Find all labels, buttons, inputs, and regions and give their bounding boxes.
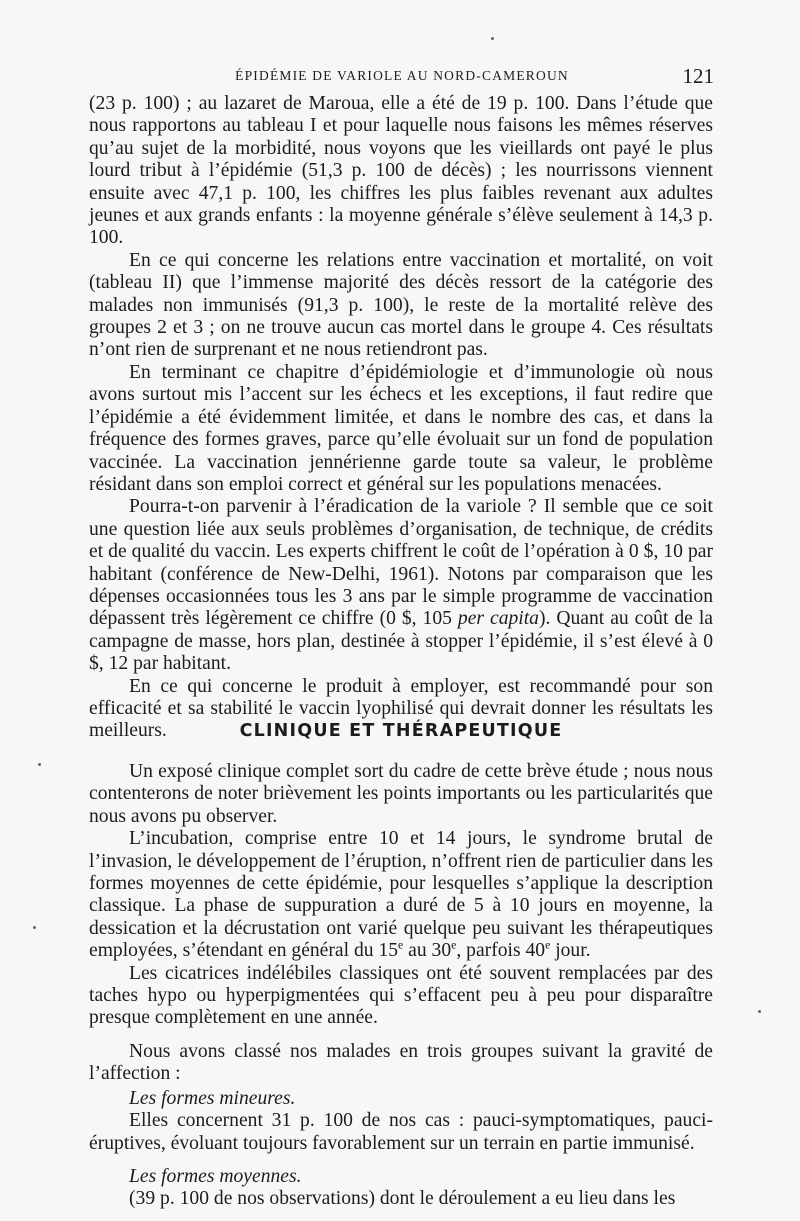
per-capita-italic: per capita — [457, 608, 539, 630]
paragraph-minor-forms: Elles concernent 31 p. 100 de nos cas : pauci-symptomatiques, pauci-éruptives, évoluant toujours favorablement sur un terrain en partie immunisé. — [89, 1110, 713, 1154]
superscript-e: e — [398, 938, 404, 952]
scan-speck — [33, 926, 36, 929]
eradication-text-start: Pourra-t-on parvenir à l’éradication de la variole ? Il semble que ce soit une question liée aux seuls problèmes d’organisation, de technique, de crédits et de qualité du vaccin. Les experts chiffrent le coût de l’opération à 0 $, 10 par habitant (conférence de New-Delhi, 1961). Notons par comparaison que les dépenses occasionnées tous les 3 ans par le simple programme de vaccination dépassent très légèrement ce chiffre (0 $, 105 — [89, 496, 713, 630]
page-number: 121 — [682, 64, 714, 88]
running-title: ÉPIDÉMIE DE VARIOLE AU NORD-CAMEROUN — [235, 68, 569, 83]
incubation-text-2: au 30 — [403, 940, 452, 962]
incubation-text-3: , parfois 40 — [456, 940, 546, 962]
superscript-e: e — [545, 938, 551, 952]
paragraph-epidemiology-conclusion: En terminant ce chapitre d’épidémiologie et d’immunologie où nous avons surtout mis l’accent sur les échecs et les exceptions, il faut redire que l’épidémie a été évidemment limitée, et dans le nombre des cas, et dans la fréquence des formes graves, parce qu’elle évoluait sur un fond de population vaccinée. La vaccination jennérienne garde toute sa valeur, le problème résidant dans son emploi correct et général sur les populations menacées. — [89, 361, 713, 495]
paragraph-incubation — [89, 828, 713, 962]
paragraph-eradication — [89, 496, 713, 675]
paragraph-vaccination-mortality: En ce qui concerne les relations entre vaccination et mortalité, on voit (tableau II) que l’immense majorité des décès ressort de la catégorie des malades non immunisés (91,3 p. 100), le reste de la mortalité relève des groupes 2 et 3 ; on ne trouve aucun cas mortel dans le groupe 4. Ces résultats n’ont rien de surprenant et ne nous retiendront pas. — [89, 249, 713, 361]
section-heading: CLINIQUE ET THÉRAPEUTIQUE — [239, 721, 563, 741]
top-body-text — [89, 93, 713, 743]
running-head — [90, 62, 714, 90]
paragraph-scars: Les cicatrices indélébiles classiques ont été souvent remplacées par des taches hypo ou hyperpigmentées qui s’effacent peu à peu pour disparaître presque complètement en une année. — [89, 962, 713, 1029]
incubation-text-4: jour. — [550, 940, 591, 962]
paragraph-groups: Nous avons classé nos malades en trois groupes suivant la gravité de l’affection : — [89, 1040, 713, 1085]
subhead-medium-forms: Les formes moyennes. — [129, 1165, 302, 1187]
scan-speck — [758, 1010, 761, 1013]
paragraph-continued: (23 p. 100) ; au lazaret de Maroua, elle a été de 19 p. 100. Dans l’étude que nous rapportons au tableau I et pour laquelle nous faisons les mêmes réserves qu’au sujet de la morbidité, nous voyons que les vieillards ont payé le plus lourd tribut à l’épidémie (51,3 p. 100 de décès) ; les nourrissons viennent ensuite avec 47,1 p. 100, les chiffres les plus faibles revenant aux adultes jeunes et aux grands enfants : la moyenne générale s’élève seulement à 14,3 p. 100. — [89, 93, 713, 249]
paragraph-medium-forms: (39 p. 100 de nos observations) dont le déroulement a eu lieu dans les — [129, 1188, 676, 1210]
incubation-text: L’incubation, comprise entre 10 et 14 jours, le syndrome brutal de l’invasion, le développement de l’éruption, n’offrent rien de particulier dans les formes moyennes de cette épidémie, pour lesquelles s’applique la description classique. La phase de suppuration a duré de 5 à 10 jours en moyenne, la dessication et la décrustation ont varié quelque peu suivant les thérapeutiques employées, s’étendant en général du 15 — [89, 828, 713, 962]
section-body-text — [89, 761, 713, 1211]
paragraph-vaccine-product: En ce qui concerne le produit à employer, est recommandé pour son efficacité et sa stabilité le vaccin lyophilisé qui devrait donner les résultats les meilleurs. — [89, 675, 713, 742]
superscript-e: e — [451, 938, 457, 952]
scan-speck — [491, 37, 494, 40]
paragraph-clinical-intro: Un exposé clinique complet sort du cadre de cette brève étude ; nous nous contenterons de noter brièvement les points importants ou les particularités que nous avons pu observer. — [89, 761, 713, 827]
subhead-minor-forms: Les formes mineures. — [129, 1087, 296, 1109]
eradication-text-end: ). Quant au coût de la campagne de masse, hors plan, destinée à stopper l’épidémie, il s’est élevé à 0 $, 12 par habitant. — [89, 608, 713, 675]
scan-speck — [38, 763, 41, 766]
